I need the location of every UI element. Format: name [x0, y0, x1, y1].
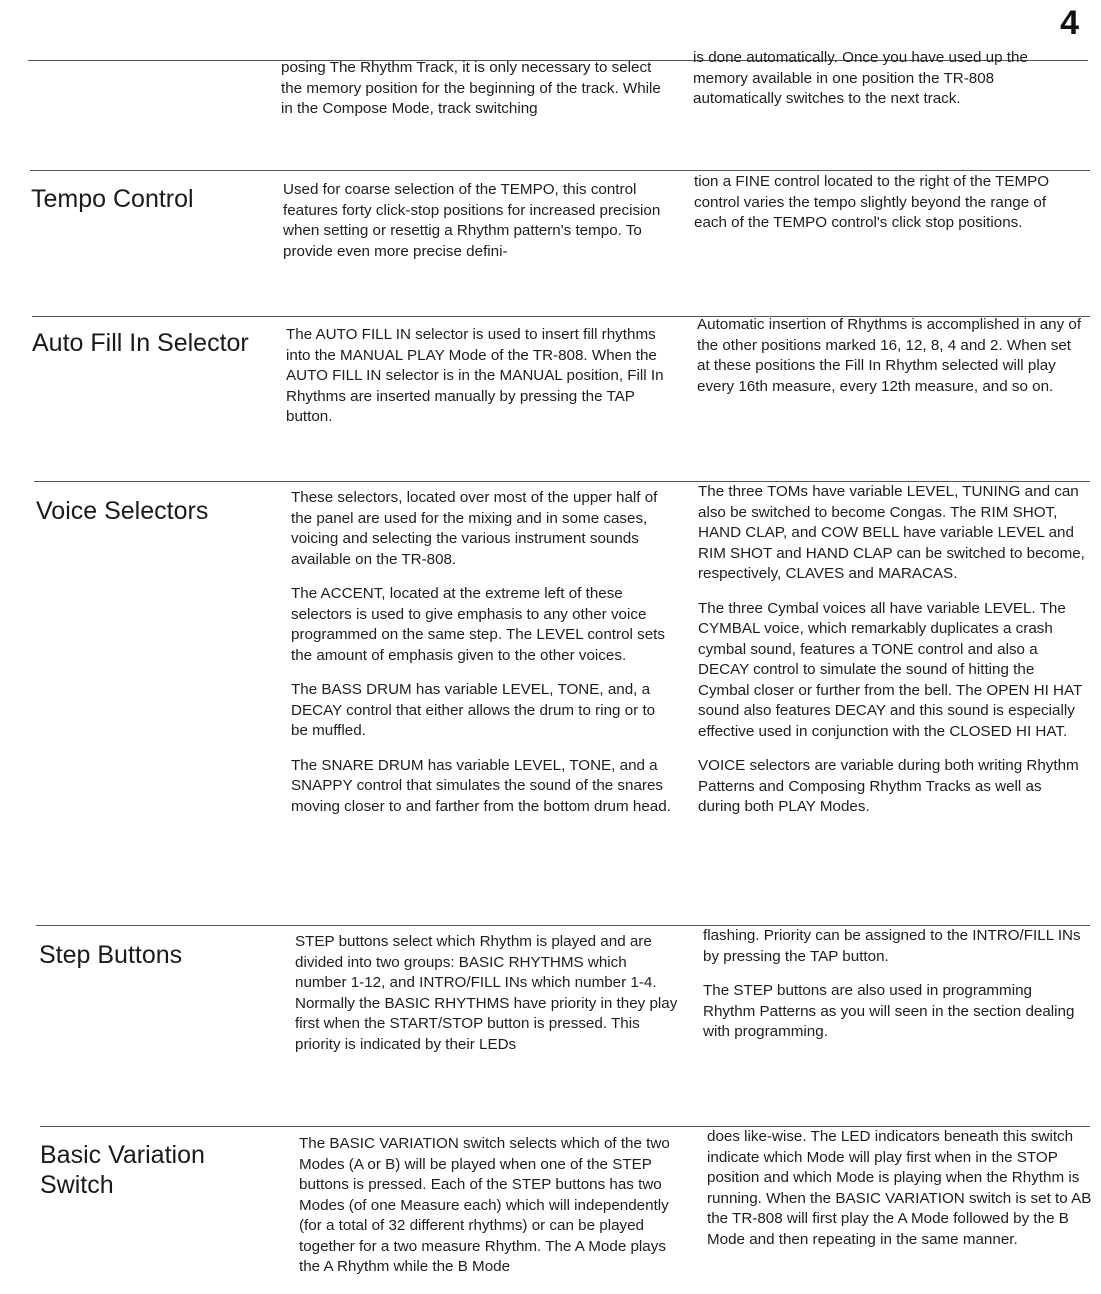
- section-title-step-buttons: Step Buttons: [39, 941, 183, 969]
- paragraph: The SNARE DRUM has variable LEVEL, TONE, and a SNAPPY control that simulates the sound of the snares moving closer to and farther from the bottom drum head.: [291, 756, 671, 815]
- paragraph: VOICE selectors are variable during both writing Rhythm Patterns and Composing Rhythm Tracks as well as during both PLAY Modes.: [698, 757, 1079, 815]
- voice-selectors-right-column: [698, 482, 1086, 818]
- step-buttons-right-column: [703, 926, 1088, 1043]
- paragraph: The three TOMs have variable LEVEL, TUNING and can also be switched to become Congas. The RIM SHOT, HAND CLAP, and COW BELL have variable LEVEL and RIM SHOT and HAND CLAP can be switched to become, respectively, CLAVES and MARACAS.: [698, 483, 1085, 582]
- section-title-voice-selectors: Voice Selectors: [36, 497, 209, 525]
- paragraph: tion a FINE control located to the right of the TEMPO control varies the tempo slightly beyond the range of each of the TEMPO control's click stop positions.: [694, 173, 1050, 231]
- paragraph: The BASS DRUM has variable LEVEL, TONE, and, a DECAY control that either allows the drum to ring or to be muffled.: [291, 681, 656, 739]
- paragraph: is done automatically. Once you have used up the memory available in one position the TR-808 automatically switches to the next track.: [693, 49, 1028, 107]
- paragraph: The AUTO FILL IN selector is used to insert fill rhythms into the MANUAL PLAY Mode of the TR-808. When the AUTO FILL IN selector is in the MANUAL position, Fill In Rhythms are inserted manually by pressing the TAP button.: [286, 326, 664, 425]
- auto-fill-in-right-column: [697, 315, 1087, 397]
- section-title-tempo-control: Tempo Control: [31, 185, 194, 213]
- basic-variation-right-column: [707, 1127, 1092, 1250]
- section-continuation-left-column: [281, 58, 671, 120]
- paragraph: does like-wise. The LED indicators beneath this switch indicate which Mode will play first when in the STOP position and which Mode is playing when the Rhythm is running. When the BASIC VARIATION switch is set to AB the TR-808 will first play the A Mode followed by the B Mode and then repeating in the same manner.: [707, 1128, 1092, 1248]
- section-continuation-right-column: [693, 48, 1078, 110]
- section-title-basic-variation-switch: Basic Variation Switch: [40, 1141, 205, 1199]
- paragraph: flashing. Priority can be assigned to the INTRO/FILL INs by pressing the TAP button.: [703, 927, 1081, 965]
- paragraph: The BASIC VARIATION switch selects which of the two Modes (A or B) will be played when one of the STEP buttons is pressed. Each of the STEP buttons has two Modes (of one Measure each) which will independently (for a total of 32 different rhythms) or can be played together for a two measure Rhythm. The A Mode plays the A Rhythm while the B Mode: [299, 1135, 670, 1275]
- step-buttons-left-column: [295, 932, 678, 1055]
- paragraph: Used for coarse selection of the TEMPO, this control features forty click-stop positions for increased precision when setting or resettig a Rhythm pattern's tempo. To provide even more precise defini-: [283, 181, 661, 260]
- voice-selectors-left-column: [291, 488, 671, 817]
- basic-variation-left-column: [299, 1134, 679, 1278]
- page-number: 4: [1060, 4, 1079, 42]
- paragraph: The three Cymbal voices all have variable LEVEL. The CYMBAL voice, which remarkably duplicates a crash cymbal sound, features a TONE control and also a DECAY control to simulate the sound of hitting the Cymbal closer or further from the bell. The OPEN HI HAT sound also features DECAY and this sound is especially effective used in conjunction with the CLOSED HI HAT.: [698, 599, 1083, 740]
- paragraph: Automatic insertion of Rhythms is accomplished in any of the other positions marked 16, 12, 8, 4 and 2. When set at these positions the Fill In Rhythm selected will play every 16th measure, every 12th measure, and so on.: [697, 316, 1082, 395]
- tempo-control-right-column: [694, 172, 1082, 234]
- tempo-control-left-column: [283, 180, 671, 262]
- paragraph: The ACCENT, located at the extreme left of these selectors is used to give emphasis to any other voice programmed on the same step. The LEVEL control sets the amount of emphasis given to the other voices.: [291, 585, 665, 664]
- paragraph: These selectors, located over most of the upper half of the panel are used for the mixing and in some cases, voicing and selecting the various instrument sounds available on the TR-808.: [291, 489, 658, 568]
- paragraph: The STEP buttons are also used in programming Rhythm Patterns as you will seen in the section dealing with programming.: [703, 982, 1075, 1040]
- paragraph: posing The Rhythm Track, it is only necessary to select the memory position for the beginning of the track. While in the Compose Mode, track switching: [281, 59, 661, 117]
- section-divider: [30, 170, 1090, 171]
- paragraph: STEP buttons select which Rhythm is played and are divided into two groups: BASIC RHYTHMS which number 1-12, and INTRO/FILL INs which number 1-4. Normally the BASIC RHYTHMS have priority in they play first when the START/STOP button is pressed. This priority is indicated by their LEDs: [295, 933, 678, 1053]
- auto-fill-in-left-column: [286, 325, 671, 428]
- section-title-auto-fill-in-selector: Auto Fill In Selector: [32, 329, 249, 357]
